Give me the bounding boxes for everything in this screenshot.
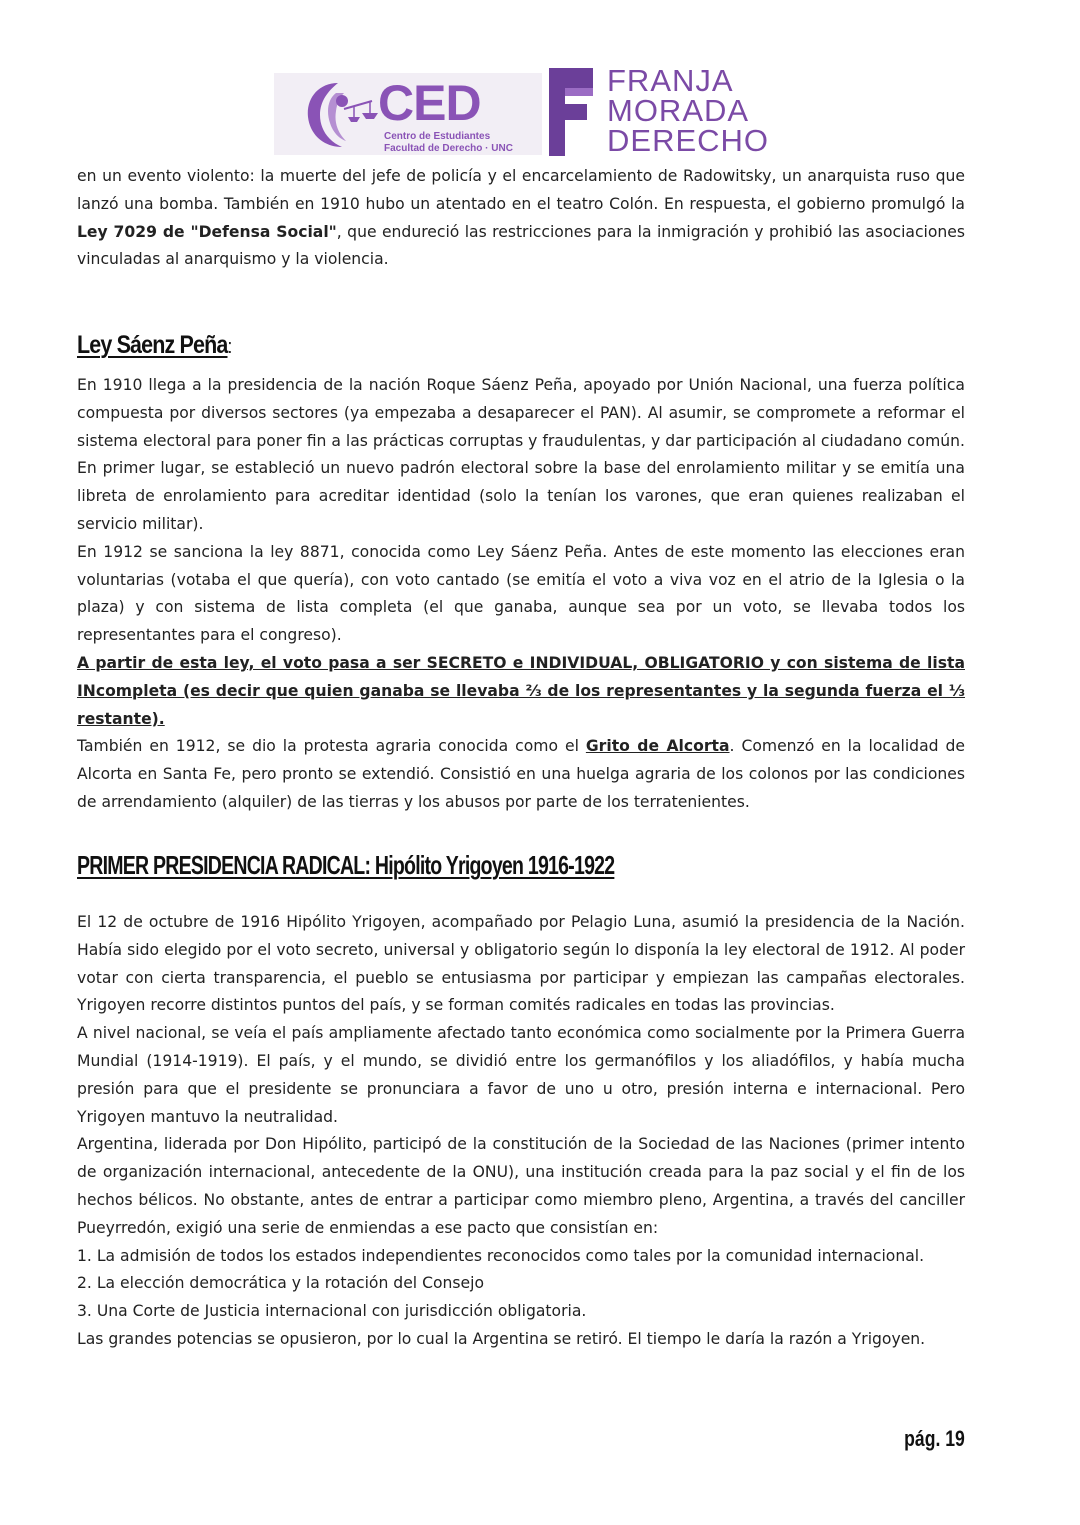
radical-paragraph-2: A nivel nacional, se veía el país ampliamente afectado tanto económica como socialmente por la Primera Guerra Mundial (1914-1919). El país, y el mundo, se dividió entre los germanófilos y los aliadófilos, y había mucha presión para que el presidente se pronunciara a favor de uno u otro, presión interna e internacional. Pero Yrigoyen mantuvo la neutralidad. bbox=[77, 1024, 965, 1126]
alcorta-text1: También en 1912, se dio la protesta agraria conocida como el bbox=[77, 737, 586, 756]
ley-paragraph-4 bbox=[77, 733, 965, 816]
ley-7029-bold: Ley 7029 de "Defensa Social" bbox=[77, 222, 337, 241]
radical-paragraph-3: Argentina, liderada por Don Hipólito, participó de la constitución de la Sociedad de las Naciones (primer intento de organización internacional, antecedente de la ONU), una institución creada para la paz social y el fin de los hechos bélicos. No obstante, antes de entrar a participar como miembro pleno, Argentina, a través del canciller Pueyrredón, exigió una serie de enmiendas a ese pacto que consistían en: bbox=[77, 1135, 965, 1237]
alcorta-text2: . Comenzó en la localidad de Alcorta en Santa Fe, pero pronto se extendió. Consistió en una huelga agraria de los colonos por las condiciones de arrendamiento (alquiler) de las tierras y los abusos por parte de los terratenientes. bbox=[77, 737, 965, 811]
ced-subtitle bbox=[384, 131, 513, 155]
grito-de-alcorta-bold: Grito de Alcorta bbox=[585, 737, 730, 756]
intro-paragraph bbox=[77, 163, 965, 274]
franja-morada-logo bbox=[549, 63, 779, 158]
franja-line1: FRANJA bbox=[607, 63, 734, 98]
list-item-1: 1. La admisión de todos los estados independientes reconocidos como tales por la comunidad internacional. bbox=[77, 1246, 925, 1265]
radical-section bbox=[77, 909, 965, 1354]
ced-subtitle-line2: Facultad de Derecho · UNC bbox=[384, 143, 513, 154]
ley-title-colon: : bbox=[227, 336, 232, 358]
franja-line3: DERECHO bbox=[607, 123, 770, 158]
intro-section bbox=[77, 163, 965, 274]
franja-line2: MORADA bbox=[607, 93, 750, 128]
radical-paragraph-1: El 12 de octubre de 1916 Hipólito Yrigoyen, acompañado por Pelagio Luna, asumió la presidencia de la Nación. Había sido elegido por el voto secreto, universal y obligatorio según lo disponía la ley electoral de 1912. Al poder votar con cierta transparencia, el pueblo se entusiasma por participar y empiezan las campañas electorales. Yrigoyen recorre distintos puntos del país, y se forman comités radicales en todas las provincias. bbox=[77, 913, 965, 1015]
intro-text1: en un evento violento: la muerte del jefe de policía y el encarcelamiento de Radowitsky, un anarquista ruso que lanzó una bomba. También en 1910 hubo un atentado en el teatro Colón. En respuesta, el gobierno promulgó la bbox=[77, 167, 965, 213]
ced-logo bbox=[274, 73, 542, 155]
section-title-ley-saenz-pena bbox=[77, 331, 231, 360]
ley-section bbox=[77, 372, 965, 817]
radical-title-text: PRIMER PRESIDENCIA RADICAL: Hipólito Yrigoyen 1916-1922 bbox=[77, 850, 615, 880]
intro-text2: , que endureció las restricciones para la inmigración y prohibió las asociaciones vinculadas al anarquismo y la violencia. bbox=[77, 222, 966, 269]
ley-paragraph-3-highlight: A partir de esta ley, el voto pasa a ser SECRETO e INDIVIDUAL, OBLIGATORIO y con sistema de lista INcompleta (es decir que quien ganaba se llevaba ⅔ de los representantes y la segunda fuerza el ⅓ restante). bbox=[77, 653, 965, 728]
ced-subtitle-line1: Centro de Estudiantes bbox=[384, 131, 491, 142]
page-header bbox=[274, 63, 774, 158]
radical-paragraph-4: Las grandes potencias se opusieron, por lo cual la Argentina se retiró. El tiempo le daría la razón a Yrigoyen. bbox=[77, 1329, 926, 1348]
ley-paragraph-2: En 1912 se sanciona la ley 8871, conocida como Ley Sáenz Peña. Antes de este momento las elecciones eran voluntarias (votaba el que quería), con voto cantado (se emitía el voto a viva voz en el atrio de la Iglesia o la plaza) y con sistema de lista completa (el que ganaba, aunque sea por un voto, se llevaba todos los representantes para el congreso). bbox=[77, 542, 965, 645]
ced-letters: CED bbox=[378, 75, 481, 131]
ley-paragraph-1: En 1910 llega a la presidencia de la nación Roque Sáenz Peña, apoyado por Unión Nacional, una fuerza política compuesta por diversos sectores (ya empezaba a desaparecer el PAN). Al asumir, se compromete a reformar el sistema electoral para poner fin a las prácticas corruptas y fraudulentas, y dar participación al ciudadano común. En primer lugar, se estableció un nuevo padrón electoral sobre la base del enrolamiento militar y se emitía una libreta de enrolamiento para acreditar identidad (solo la tenían los varones, que eran quienes realizaban el servicio militar). bbox=[77, 376, 965, 533]
list-item-2: 2. La elección democrática y la rotación del Consejo bbox=[77, 1274, 484, 1293]
list-item-3: 3. Una Corte de Justicia internacional con jurisdicción obligatoria. bbox=[77, 1302, 587, 1321]
justice-figure-icon bbox=[298, 79, 378, 151]
franja-text bbox=[607, 63, 770, 158]
ley-title-text: Ley Sáenz Peña bbox=[77, 331, 228, 359]
franja-f-icon bbox=[549, 68, 593, 156]
page-number: pág. 19 bbox=[904, 1426, 965, 1451]
section-title-primer-presidencia bbox=[77, 850, 614, 881]
